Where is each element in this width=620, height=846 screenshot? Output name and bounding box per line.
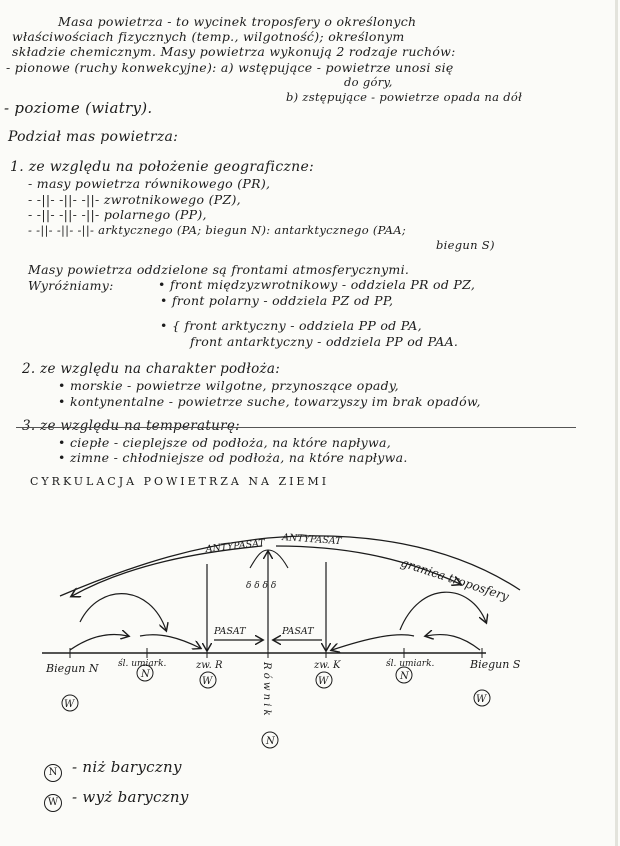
surface-wind-right-1: [426, 635, 480, 650]
tropopause-label: granica troposfery: [399, 555, 511, 604]
label-zw-k: zw. K: [314, 660, 341, 671]
surface-wind-left-2: [140, 635, 200, 648]
intro-line-4: - pionowe (ruchy konwekcyjne): a) wstępujące - powietrze unosi się: [6, 60, 454, 75]
section3-item-1: • ciepłe - cieplejsze od podłoża, na które napływa,: [58, 435, 391, 450]
pressure-marker-sl-right: [396, 667, 412, 683]
label-sl-umiark-right: śl. umiark.: [386, 659, 435, 669]
section1-item-5: biegun S): [436, 238, 495, 252]
section3-item-2: • zimne - chłodniejsze od podłoża, na które napływa.: [58, 450, 408, 465]
polar-cell-left: [80, 594, 166, 630]
tropopause-line: [60, 536, 520, 596]
section3-heading: 3. ze względu na temperaturę:: [22, 418, 241, 434]
pressure-marker-biegun-n: [62, 695, 78, 711]
fronts-intro-1: Masy powietrza oddzielone są frontami atmosferycznymi.: [28, 262, 410, 277]
section2-item-1: • morskie - powietrze wilgotne, przynoszące opady,: [58, 378, 399, 393]
circulation-diagram: [0, 500, 620, 760]
svg-text:N: N: [141, 669, 150, 680]
front-item-1: • front międzyzwrotnikowy - oddziela PR od PZ,: [158, 277, 476, 292]
antypasat-right-label: ANTYPASAT: [281, 532, 342, 548]
intro-line-2: właściwościach fizycznych (temp., wilgotność); określonym: [12, 29, 405, 44]
antypasat-left-label: ANTYPASAT: [205, 537, 266, 555]
diagram-title: CYRKULACJA POWIETRZA NA ZIEMI: [30, 475, 330, 488]
section2-heading: 2. ze względu na charakter podłoża:: [22, 361, 281, 377]
label-biegun-s: Biegun S: [470, 658, 521, 671]
surface-wind-left-1: [70, 635, 128, 650]
label-rownik: R ó w n i k: [261, 662, 272, 716]
section1-item-2: - -||- -||- -||- zwrotnikowego (PZ),: [28, 192, 241, 207]
intro-line-7: - poziome (wiatry).: [4, 99, 153, 117]
front-item-3: • { front arktyczny - oddziela PP od PA,: [160, 318, 422, 333]
intro-line-3: składzie chemicznym. Masy powietrza wykonują 2 rodzaje ruchów:: [12, 44, 456, 59]
svg-text:W: W: [64, 699, 75, 710]
front-item-4: front antarktyczny - oddziela PP od PAA.: [190, 334, 459, 349]
pressure-marker-zw-k: [316, 672, 332, 688]
legend-low-text: - niż baryczny: [72, 758, 182, 776]
section2-item-2: • kontynentalne - powietrze suche, towarzyszy im brak opadów,: [58, 394, 481, 409]
page-edge: [615, 0, 618, 846]
division-heading: Podział mas powietrza:: [8, 129, 179, 145]
intro-line-6: b) zstępujące - powietrze opada na dół: [286, 90, 523, 104]
antypasat-left-arrow: [72, 546, 262, 596]
equator-split: [250, 550, 288, 568]
svg-text:W: W: [202, 676, 213, 687]
intro-line-5: do góry,: [344, 75, 393, 89]
front-item-2: • front polarny - oddziela PZ od PP,: [160, 293, 394, 308]
legend-high: [44, 788, 189, 812]
pressure-marker-biegun-s: [474, 690, 490, 706]
label-biegun-n: Biegun N: [46, 662, 99, 675]
label-sl-umiark-left: śl. umiark.: [118, 659, 167, 669]
updraft-marks: δ δ δ δ: [246, 581, 277, 591]
pressure-marker-zw-r: [200, 672, 216, 688]
svg-text:W: W: [476, 694, 487, 705]
fronts-intro-2: Wyróżniamy:: [28, 278, 114, 293]
svg-text:W: W: [318, 676, 329, 687]
section1-item-3: - -||- -||- -||- polarnego (PP),: [28, 207, 207, 222]
label-zw-r: zw. R: [196, 660, 223, 671]
legend-high-symbol: W: [44, 794, 62, 812]
legend-low-symbol: N: [44, 764, 62, 782]
section1-item-1: - masy powietrza równikowego (PR),: [28, 176, 271, 191]
section1-item-4: - -||- -||- -||- arktycznego (PA; biegun N): antarktycznego (PAA;: [28, 223, 407, 237]
legend-high-text: - wyż baryczny: [72, 788, 189, 806]
pressure-marker-rownik: [262, 732, 278, 748]
legend-low: [44, 758, 182, 782]
pasat-right-label: PASAT: [282, 626, 314, 637]
section1-heading: 1. ze względu na położenie geograficzne:: [10, 159, 315, 175]
intro-line-1: Masa powietrza - to wycinek troposfery o określonych: [58, 14, 417, 29]
polar-cell-right: [400, 592, 486, 630]
pasat-left-label: PASAT: [214, 626, 246, 637]
surface-wind-right-2: [332, 635, 414, 650]
svg-text:N: N: [400, 671, 409, 682]
svg-text:N: N: [266, 736, 275, 747]
crossed-line: [16, 427, 576, 428]
